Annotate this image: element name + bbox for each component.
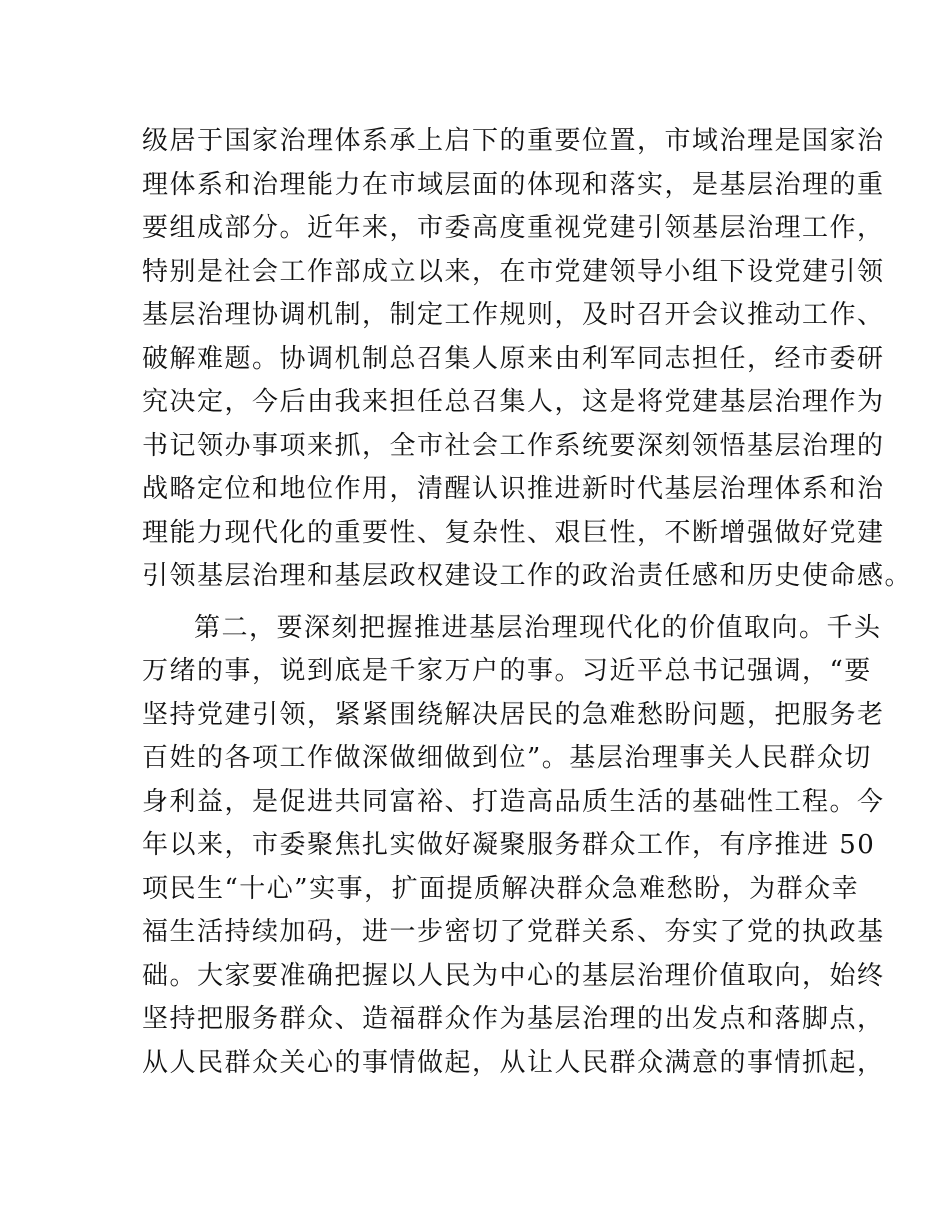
text-line: 究决定，今后由我来担任总召集人，这是将党建基层治理作为 [142, 387, 885, 417]
body-text [142, 120, 913, 1085]
text-line: 引领基层治理和基层政权建设工作的政治责任感和历史使命感。 [142, 561, 913, 591]
paragraph-spacer [142, 599, 842, 607]
text-line: 身利益，是促进共同富裕、打造高品质生活的基础性工程。今 [142, 786, 885, 817]
text-line: 坚持把服务群众、造福群众作为基层治理的出发点和落脚点， [142, 1004, 885, 1034]
text-line: 万绪的事，说到底是千家万户的事。习近平总书记强调，“要 [142, 656, 872, 686]
text-line: 战略定位和地位作用，清醒认识推进新时代基层治理体系和治 [142, 474, 885, 504]
text-line: 福生活持续加码，进一步密切了党群关系、夯实了党的执政基 [142, 917, 885, 947]
text-line: 础。大家要准确把握以人民为中心的基层治理价值取向，始终 [142, 960, 885, 991]
text-line: 要组成部分。近年来，市委高度重视党建引领基层治理工作， [142, 213, 885, 243]
text-line: 项民生“十心”实事，扩面提质解决群众急难愁盼，为群众幸 [142, 873, 860, 904]
text-line: 书记领办事项来抓，全市社会工作系统要深刻领悟基层治理的 [142, 430, 885, 461]
paragraph-1 [142, 120, 913, 599]
text-line: 破解难题。协调机制总召集人原来由利军同志担任，经市委研 [142, 343, 885, 374]
text-line: 百姓的各项工作做深做细做到位”。基层治理事关人民群众切 [142, 743, 872, 773]
text-line: 第二，要深刻把握推进基层治理现代化的价值取向。千头 [194, 612, 882, 643]
text-line: 年以来，市委聚焦扎实做好凝聚服务群众工作，有序推进 50 [142, 830, 876, 860]
paragraph-2 [142, 607, 885, 1086]
text-line: 理体系和治理能力在市域层面的体现和落实，是基层治理的重 [142, 169, 885, 200]
text-line: 特别是社会工作部成立以来，在市党建领导小组下设党建引领 [142, 256, 885, 287]
text-line: 级居于国家治理体系承上启下的重要位置，市域治理是国家治 [142, 126, 885, 156]
text-line: 坚持党建引领，紧紧围绕解决居民的急难愁盼问题，把服务老 [142, 699, 885, 730]
text-line: 理能力现代化的重要性、复杂性、艰巨性，不断增强做好党建 [142, 517, 885, 548]
text-line: 基层治理协调机制，制定工作规则，及时召开会议推动工作、 [142, 300, 885, 330]
text-line: 从人民群众关心的事情做起，从让人民群众满意的事情抓起， [142, 1047, 885, 1078]
